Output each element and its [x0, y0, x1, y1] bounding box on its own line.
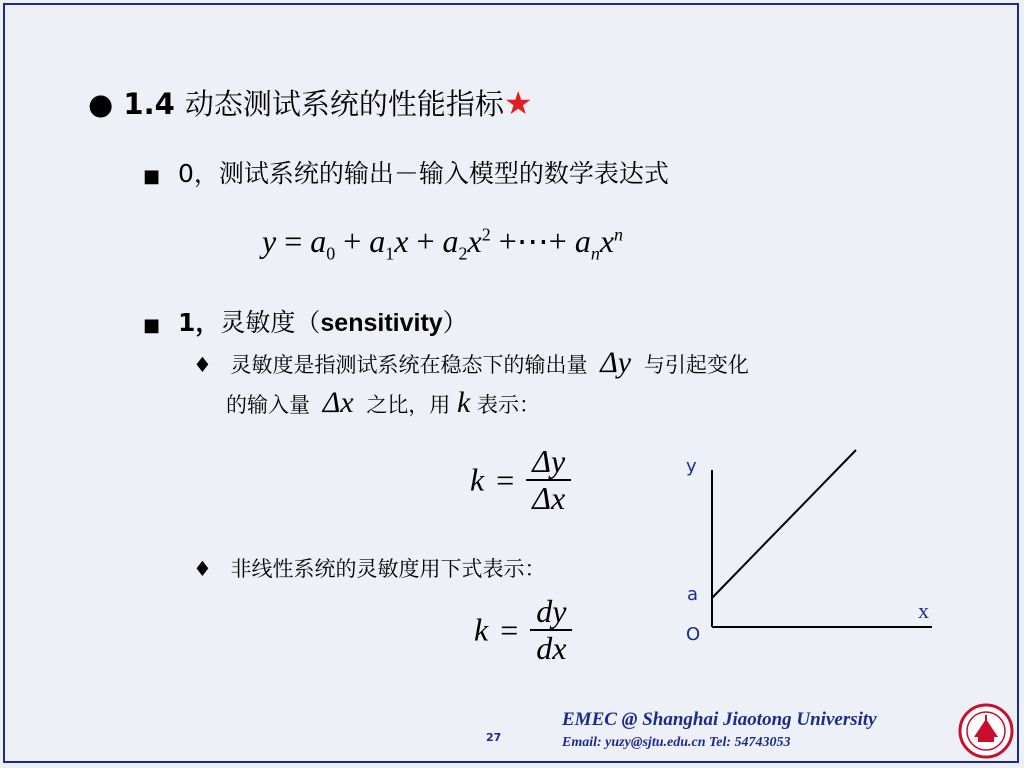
- eq-plus-4: +: [548, 223, 567, 259]
- eq-x2: x: [467, 223, 482, 259]
- definition-text-c: 的输入量: [226, 393, 310, 417]
- nonlinear-sensitivity-formula: [474, 594, 572, 666]
- diamond-bullet-icon: ♦: [193, 353, 212, 377]
- fraction-denominator: dx: [536, 630, 567, 667]
- section-1-label-en: sensitivity: [320, 309, 443, 337]
- section-1-heading: [143, 303, 468, 339]
- k-symbol: k: [457, 386, 471, 419]
- definition-text-d: 之比，用: [366, 393, 451, 417]
- delta-x-symbol: Δx: [322, 386, 354, 419]
- polynomial-equation: [262, 222, 623, 264]
- fraction-numerator: dy: [536, 593, 567, 629]
- eq-xn: x: [599, 223, 615, 259]
- formula-equals: =: [500, 611, 519, 648]
- eq-plus-2: +: [416, 223, 435, 259]
- nonlinear-note: [193, 553, 546, 583]
- y-axis-label: y: [686, 456, 697, 477]
- linear-response-graph: [700, 440, 940, 640]
- heading-title: 动态测试系统的性能指标: [184, 87, 504, 121]
- definition-text-e: 表示：: [477, 393, 541, 417]
- formula-k: k: [474, 611, 489, 648]
- eq-equals: =: [284, 223, 303, 259]
- formula-equals: =: [496, 461, 515, 498]
- origin-label: O: [686, 624, 701, 645]
- diamond-bullet-icon: ♦: [193, 557, 212, 581]
- intercept-label: a: [687, 584, 699, 605]
- fraction: [526, 444, 571, 516]
- fraction: [530, 594, 572, 666]
- square-bullet-icon: ■: [143, 315, 161, 336]
- page-number: 27: [486, 731, 502, 744]
- definition-text-a: 灵敏度是指测试系统在稳态下的输出量: [230, 353, 588, 377]
- eq-sub0: 0: [326, 243, 336, 264]
- x-axis-label: x: [918, 598, 929, 623]
- eq-y: y: [262, 223, 277, 259]
- eq-a2: a: [442, 223, 459, 259]
- fraction-denominator: Δx: [532, 480, 566, 517]
- nonlinear-note-text: 非线性系统的灵敏度用下式表示：: [230, 557, 546, 581]
- star-icon: ★: [503, 84, 533, 122]
- eq-a0: a: [310, 223, 327, 259]
- eq-supn: n: [614, 224, 624, 245]
- eq-sup2: 2: [481, 224, 491, 245]
- section-1-number: 1，: [177, 308, 221, 337]
- definition-line-1: [193, 344, 749, 384]
- footer-contact: Email: yuzy@sjtu.edu.cn Tel: 54743053: [562, 735, 791, 750]
- delta-y-symbol: Δy: [600, 346, 632, 379]
- eq-plus-3: +: [498, 223, 517, 259]
- heading-bullet: ●: [88, 87, 114, 121]
- eq-sub1: 1: [385, 243, 395, 264]
- footer-organization: EMEC @ Shanghai Jiaotong University: [562, 709, 877, 730]
- eq-sub2: 2: [458, 243, 468, 264]
- formula-k: k: [470, 461, 485, 498]
- eq-a1: a: [369, 223, 386, 259]
- eq-plus-1: +: [343, 223, 362, 259]
- response-line: [712, 450, 856, 598]
- section-0-heading: [143, 154, 669, 190]
- eq-an: a: [574, 223, 591, 259]
- slide-heading: [88, 82, 533, 123]
- fraction-numerator: Δy: [532, 443, 566, 479]
- definition-line-2: [226, 384, 749, 424]
- eq-subn: n: [590, 243, 600, 264]
- university-logo: [958, 703, 1014, 759]
- section-1-close: ）: [442, 308, 468, 337]
- definition-text-b: 与引起变化: [643, 353, 749, 377]
- eq-x1: x: [394, 223, 409, 259]
- section-1-label-cn: 灵敏度（: [220, 308, 321, 337]
- eq-dots: ⋯: [516, 223, 549, 259]
- section-0-label: 0，测试系统的输出－输入模型的数学表达式: [177, 159, 669, 188]
- linear-sensitivity-formula: [470, 444, 571, 516]
- square-bullet-icon: ■: [143, 166, 161, 187]
- heading-number: 1.4: [123, 87, 175, 121]
- sensitivity-definition: [193, 344, 749, 424]
